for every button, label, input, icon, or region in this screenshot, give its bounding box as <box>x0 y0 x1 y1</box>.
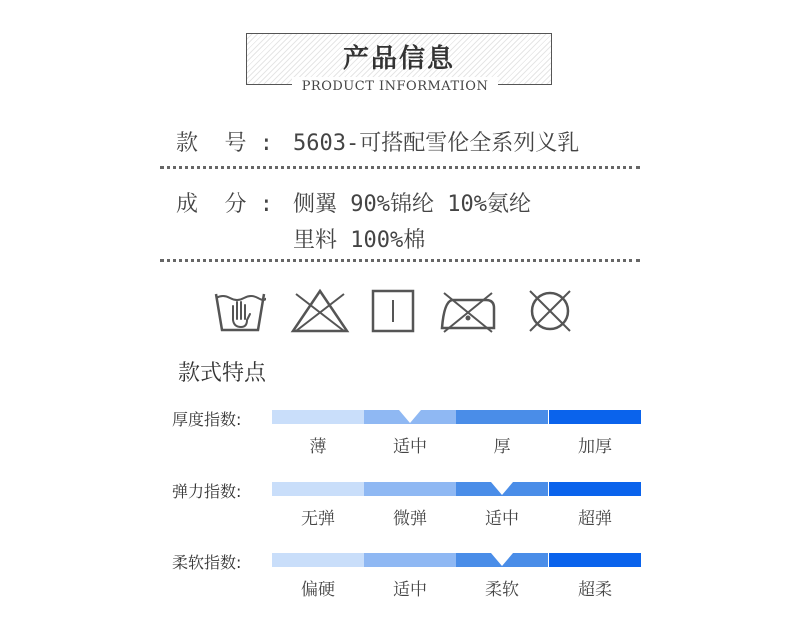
scale-segment <box>272 482 364 496</box>
scale-segment-label: 偏硬 <box>301 580 335 600</box>
scale-segment-label: 厚 <box>493 437 511 457</box>
scale-segment-label: 微弹 <box>393 509 427 529</box>
divider <box>160 259 640 262</box>
model-value: 5603-可搭配雪伦全系列义乳 <box>293 131 580 156</box>
scale-segment-label: 超柔 <box>578 580 612 600</box>
scale-segment-label: 适中 <box>393 437 427 457</box>
scale-segment-label: 超弹 <box>578 509 612 529</box>
scale-segment-label: 适中 <box>485 509 519 529</box>
do-not-dry-clean-icon <box>525 288 575 334</box>
page-subtitle: PRODUCT INFORMATION <box>292 77 498 97</box>
scale-segment <box>364 553 456 567</box>
scale-segment <box>456 410 548 424</box>
thickness-index-label: 厚度指数: <box>172 410 242 429</box>
scale-segment <box>549 410 641 424</box>
features-title: 款式特点 <box>178 361 267 386</box>
scale-segment <box>272 410 364 424</box>
hand-wash-icon <box>214 286 266 336</box>
composition-line-2: 里料 100%棉 <box>293 228 426 253</box>
scale-segment <box>364 482 456 496</box>
scale-segment-label: 适中 <box>393 580 427 600</box>
line-dry-icon <box>371 289 415 333</box>
scale-segment-label: 薄 <box>309 437 327 457</box>
scale-segment <box>549 482 641 496</box>
scale-segment-label: 加厚 <box>578 437 612 457</box>
divider <box>160 166 640 169</box>
selected-level-marker <box>399 410 421 423</box>
model-label: 款 号 : <box>176 131 273 156</box>
selected-level-marker <box>491 553 513 566</box>
scale-segment-label: 无弹 <box>301 509 335 529</box>
elasticity-index-label: 弹力指数: <box>172 482 242 501</box>
scale-segment <box>549 553 641 567</box>
do-not-bleach-icon <box>290 288 350 334</box>
selected-level-marker <box>491 482 513 495</box>
do-not-iron-icon <box>438 288 498 334</box>
softness-index-label: 柔软指数: <box>172 553 242 572</box>
page-title: 产品信息 <box>342 44 455 74</box>
scale-segment <box>272 553 364 567</box>
composition-line-1: 侧翼 90%锦纶 10%氨纶 <box>293 192 531 217</box>
scale-segment-label: 柔软 <box>485 580 519 600</box>
composition-label: 成 分 : <box>176 192 273 217</box>
